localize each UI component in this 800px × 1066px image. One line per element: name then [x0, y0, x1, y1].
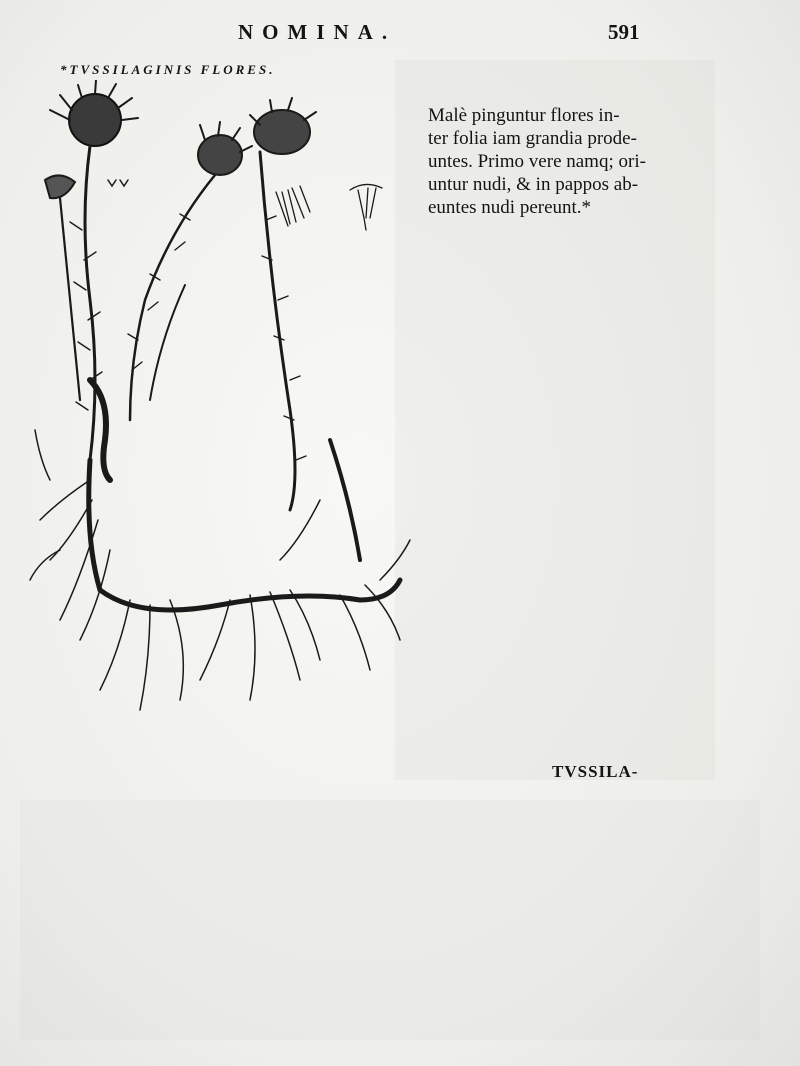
body-line: Malè pinguntur flores in-: [428, 105, 620, 126]
page-number: 591: [608, 20, 640, 44]
flower-head-1: [50, 80, 138, 146]
flower-head-2: [198, 122, 252, 175]
body-text: [428, 104, 658, 219]
catchword: TVSSILA-: [552, 762, 639, 781]
flower-head-4: [45, 175, 75, 198]
seed-heads: [276, 184, 382, 230]
body-line: untes. Primo vere namq; ori-: [428, 151, 646, 172]
show-through-band-lower: [20, 800, 760, 1040]
coltsfoot-woodcut-illustration: [20, 80, 420, 730]
body-line: untur nudi, & in pappos ab-: [428, 174, 639, 195]
flower-head-3: [250, 98, 316, 154]
figure-caption: *TVSSILAGINIS FLORES.: [60, 62, 276, 77]
body-line: euntes nudi pereunt.*: [428, 197, 592, 218]
body-line: ter folia iam grandia prode-: [428, 128, 637, 149]
running-header: NOMINA.: [238, 20, 397, 44]
small-flowers: [108, 180, 128, 186]
